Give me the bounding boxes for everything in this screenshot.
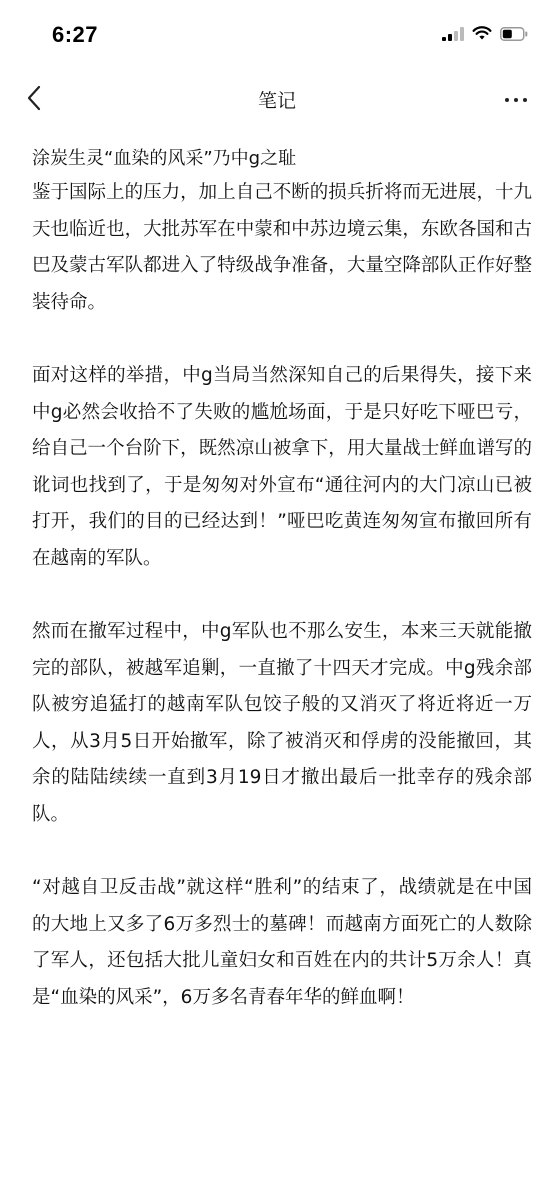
note-paragraph: 鉴于国际上的压力，加上自己不断的损兵折将而无进展，十九天也临近也，大批苏军在中蒙和中苏边境云集，东欧各国和古巴及蒙古军队都进入了特级战争准备，大量空降部队正作好整装待命。 [32, 182, 532, 313]
status-time: 6:27 [52, 22, 99, 47]
battery-icon [500, 26, 528, 45]
note-paragraph: 然而在撤军过程中，中g军队也不那么安生，本来三天就能撤完的部队，被越军追剿，一直撤了十四天才完成。中g残余部队被穷追猛打的越南军队包饺子般的又消灭了将近将近一万人，从3月5日开始撤军，除了被消灭和俘虏的没能撤回，其余的陆陆续续一直到3月19日才撤出最后一批幸存的残余部队。 [32, 621, 532, 825]
cellular-signal-icon [442, 26, 464, 45]
status-icons [442, 26, 528, 45]
note-paragraph: 面对这样的举措，中g当局当然深知自己的后果得失，接下来中g必然会收拾不了失败的尴尬场面，于是只好吃下哑巴亏，给自己一个台阶下，既然凉山被拿下，用大量战士鲜血谱写的讹词也找到了，于是匆匆对外宣布“通往河内的大门凉山已被打开，我们的目的已经达到！”哑巴吃黄连匆匆宣布撤回所有在越南的军队。 [32, 365, 532, 569]
status-bar [0, 0, 554, 72]
note-title: 涂炭生灵“血染的风采”乃中g之耻 [32, 148, 297, 169]
nav-bar [0, 72, 554, 128]
page-title: 笔记 [257, 90, 296, 112]
more-horizontal-icon [505, 98, 509, 102]
more-button[interactable] [496, 86, 536, 114]
note-paragraph: “对越自卫反击战”就这样“胜利”的结束了，战绩就是在中国的大地上又多了6万多烈士的墓碑！而越南方面死亡的人数除了军人，还包括大批儿童妇女和百姓在内的共计5万余人！真是“血染的风采”，6万多名青春年华的鲜血啊！ [32, 877, 532, 1008]
note-content[interactable] [32, 145, 532, 1053]
wifi-icon [472, 26, 492, 45]
